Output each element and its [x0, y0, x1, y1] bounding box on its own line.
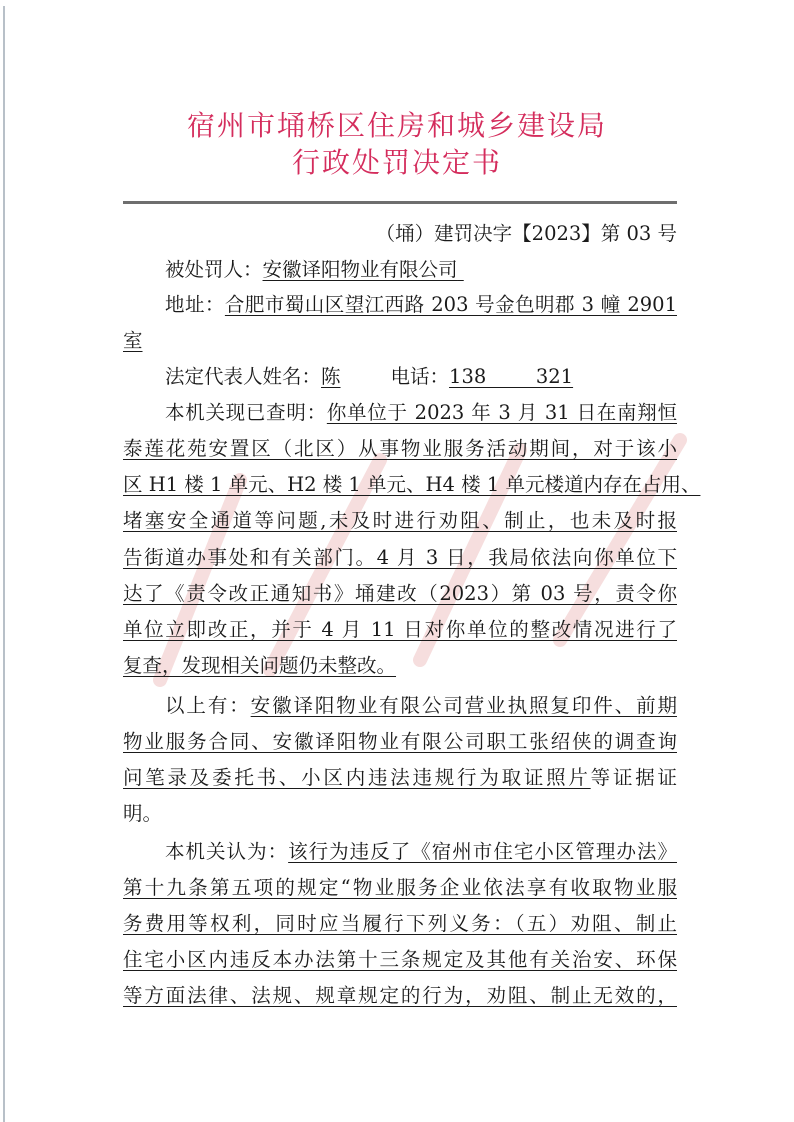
address-label: 地址： [165, 293, 225, 316]
evidence-row-2 [123, 766, 677, 790]
finding-line: 等方面法律、法规、规章规定的行为，劝阻、制止无效的， [123, 984, 677, 1007]
address-value-line1: 合肥市蜀山区望江西路 203 号金色明郡 3 幢 2901 [224, 293, 677, 316]
evidence-label: 以上有： [165, 694, 251, 717]
header-divider [123, 201, 677, 204]
evidence-row-0 [123, 694, 677, 718]
penalized-party-name: 安徽译阳物业有限公司 [262, 258, 458, 281]
facts-line: 泰莲花苑安置区（北区）从事物业服务活动期间，对于该小 [123, 437, 677, 460]
issuer-title: 宿州市埇桥区住房和城乡建设局 [186, 109, 607, 142]
evidence-line: 问笔录及委托书、小区内违法违规行为取证照片 [123, 766, 591, 789]
evidence-line: 物业服务合同、安徽译阳物业有限公司职工张绍侠的调查询 [123, 730, 677, 753]
evidence-line-end: 明。 [123, 802, 163, 825]
representative-row [123, 365, 677, 389]
facts-line: 区 H1 楼 1 单元、H2 楼 1 单元、H4 楼 1 单元楼道内存在占用、 [123, 473, 701, 496]
address-value-line2: 室 [123, 329, 143, 352]
document-number: （埇）建罚决字【2023】第 03 号 [375, 222, 677, 245]
facts-line: 单位立即改正，并于 4 月 11 日对你单位的整改情况进行了 [123, 618, 677, 641]
finding-row-0 [123, 840, 677, 864]
penalized-party-label: 被处罚人： [165, 258, 263, 281]
phone-value: 138 321 [449, 365, 574, 388]
facts-line: 复查，发现相关问题仍未整改。 [123, 654, 397, 677]
finding-label: 本机关认为： [165, 840, 289, 863]
finding-line: 第十九条第五项的规定“物业服务企业依法享有收取物业服 [123, 876, 677, 899]
document-title: 行政处罚决定书 [291, 146, 502, 179]
facts-line: 达了《责令改正通知书》埇建改（2023）第 03 号，责令你 [123, 582, 677, 605]
finding-line: 务费用等权利，同时应当履行下列义务：（五）劝阻、制止 [123, 912, 677, 935]
evidence-text: 安徽译阳物业有限公司营业执照复印件、前期 [250, 694, 677, 717]
finding-text: 该行为违反了《宿州市住宅小区管理办法》 [288, 840, 677, 863]
facts-row-0 [123, 401, 677, 425]
address-row [123, 293, 677, 317]
facts-label: 本机关现已查明： [165, 401, 327, 424]
facts-line-last [123, 654, 677, 678]
representative-name: 陈 [321, 365, 341, 388]
facts-line: 告街道办事处和有关部门。4 月 3 日，我局依法向你单位下 [123, 546, 677, 569]
finding-line: 住宅小区内违反本办法第十三条规定及其他有关治安、环保 [123, 948, 677, 971]
facts-line: 堵塞安全通道等问题,未及时进行劝阻、制止，也未及时报 [123, 509, 677, 532]
penalized-party-row [123, 258, 677, 282]
address-row-cont [123, 329, 677, 353]
facts-text: 你单位于 2023 年 3 月 31 日在南翔恒 [326, 401, 677, 424]
phone-label: 电话： [390, 365, 450, 388]
representative-label: 法定代表人姓名： [165, 365, 322, 388]
evidence-line-rest: 等证据证 [590, 766, 677, 789]
